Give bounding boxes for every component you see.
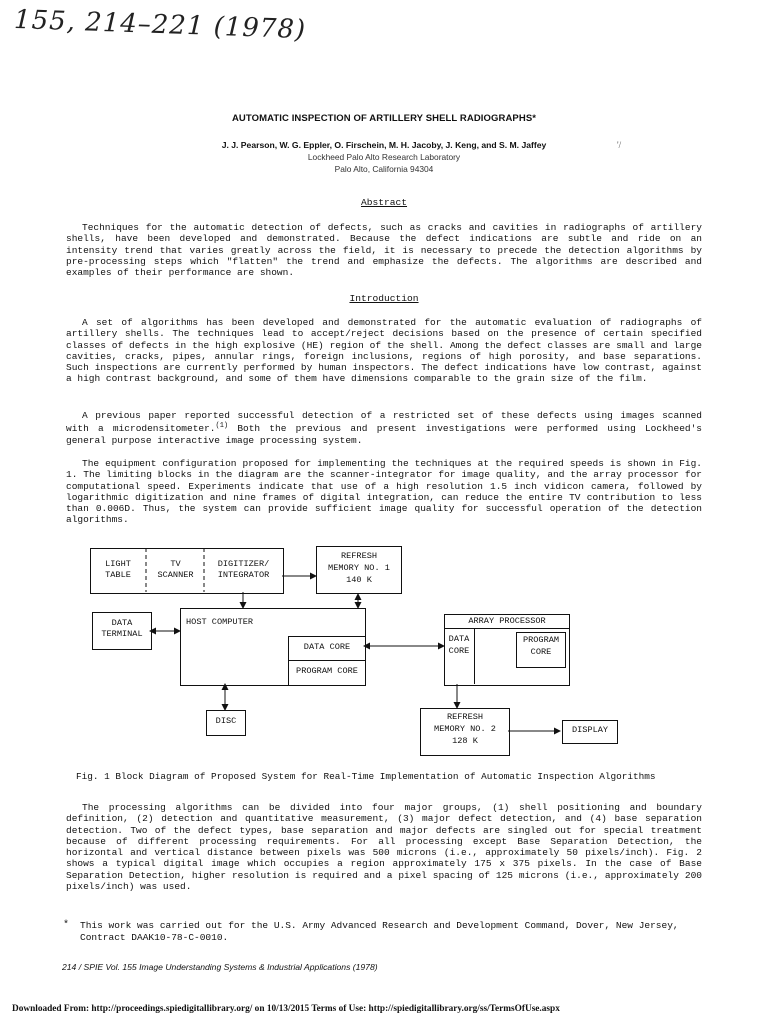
digitizer-label-1: DIGITIZER/ [217,559,270,569]
light-table-label-1: LIGHT [105,559,131,569]
processing-paragraph: The processing algorithms can be divided into four major groups, (1) shell positioning and boundary definition, (2) detection and quantitative measurement, (3) major defect detection, and (4) base separation detection. Two of the defect types, base separation and major defects are singled out for special treatment because of different processing requirements. For all processing except Base Separation Detection, the horizontal and vertical distance between pixels was 500 microns (i.e., approximately 50 pixels/inch). Fig. 2 shows a typical digital image which occupies a region approximately 175 x 375 pixels. In the case of Base Separation Detection, higher resolution is required and a pixel spacing of 125 microns (i.e., approximately 200 pixels/inch) was used. [66,802,702,892]
footnote-text: This work was carried out for the U.S. Army Advanced Research and Development Command, Dover, New Jersey, Contract DAAK10-78-C-0010. [80,920,679,943]
ap-data-core-label-2: CORE [448,646,470,656]
ap-program-core-label-2: CORE [530,647,552,657]
ap-program-core-label-1: PROGRAM [522,635,560,645]
refresh-memory-1-label-2: MEMORY NO. 1 [328,563,390,573]
refresh-memory-1-label-3: 140 K [346,575,372,585]
ap-data-core-label-1: DATA [448,634,470,644]
introduction-paragraph-1: A set of algorithms has been developed and demonstrated for the automatic evaluation of radiographs of artillery shells. The techniques lead to accept/reject decisions based on the presence of certain specified classes of defects in the high explosive (HE) region of the shell. Among the defect classes are small and large cavities, cracks, pipes, annular rings, foreign inclusions, regions of high porosity, and base separations. Such inspections are currently performed by human inspectors. The defect indications have low contrast, against a high contrast background, and some of them have dimensions comparable to the grain size of the film. [66,317,702,385]
display-label: DISPLAY [571,725,609,735]
disc-label: DISC [215,716,237,726]
data-terminal-label-1: DATA [111,618,133,628]
host-program-core-label: PROGRAM CORE [296,666,358,676]
author-list: J. J. Pearson, W. G. Eppler, O. Firschein, M. H. Jacoby, J. Keng, and S. M. Jaffey [221,140,547,150]
tv-scanner-label-2: SCANNER [157,570,194,580]
affiliation-line-1: Lockheed Palo Alto Research Laboratory [307,152,461,162]
margin-mark: '/ [617,140,622,150]
refresh-memory-2-label-1: REFRESH [446,712,484,722]
host-data-core-label: DATA CORE [303,642,351,652]
page-footer: 214 / SPIE Vol. 155 Image Understanding Systems & Industrial Applications (1978) [62,962,378,972]
affiliation-line-2: Palo Alto, California 94304 [334,164,434,174]
download-notice: Downloaded From: http://proceedings.spiedigitallibrary.org/ on 10/13/2015 Terms of Use: http://spiedigitallibrary.org/ss/TermsOfUse.aspx [12,1004,560,1014]
data-terminal-label-2: TERMINAL [101,629,143,639]
refresh-memory-2-label-3: 128 K [452,736,478,746]
intro-p2-text-b: Both the previous and present investigations were performed using Lockheed's general purpose interactive image processing system. [66,423,702,446]
abstract-heading: Abstract [360,197,408,208]
host-computer-label: HOST COMPUTER [186,617,254,627]
figure-caption: Fig. 1 Block Diagram of Proposed System for Real-Time Implementation of Automatic Inspection Algorithms [76,771,656,782]
reference-marker: (1) [215,422,229,431]
refresh-memory-1-label-1: REFRESH [340,551,378,561]
array-processor-label: ARRAY PROCESSOR [468,616,546,626]
paper-title: AUTOMATIC INSPECTION OF ARTILLERY SHELL RADIOGRAPHS* [231,113,537,124]
digitizer-label-2: INTEGRATOR [217,570,270,580]
handwritten-citation-note: 155, 214–221 (1978) [13,4,307,46]
introduction-paragraph-3: The equipment configuration proposed for implementing the techniques at the required speeds is shown in Fig. 1. The limiting blocks in the diagram are the scanner-integrator for image quality, and the array processor for computational speed. Experiments indicate that use of a high resolution 1.5 inch vidicon camera, followed by logarithmic digitization and nine frames of digital integration, can reduce the entire TV contribution to less than 0.006D. Thus, the system can provide sufficient image quality for successful operation of the detection algorithms. [66,458,702,526]
refresh-memory-2-label-2: MEMORY NO. 2 [434,724,496,734]
introduction-heading: Introduction [349,293,419,304]
host-core-divider [288,660,365,661]
footnote-marker: * [63,920,70,931]
abstract-paragraph: Techniques for the automatic detection of defects, such as cracks and cavities in radiographs of artillery shells, have been developed and demonstrated. Because the defect indications are subtle and ride on an intensity trend that varies greatly across the field, it is necessary to precede the detection algorithms by pre-processing steps which "flatten" the trend and emphasize the defects. The algorithms are described and examples of their performance are shown. [66,222,702,278]
intro-p2-text-a: A previous paper reported successful detection of a restricted set of these defects using images scanned with a microdensitometer. [66,410,702,435]
light-table-label-2: TABLE [105,570,131,580]
tv-scanner-label-1: TV [170,559,181,569]
